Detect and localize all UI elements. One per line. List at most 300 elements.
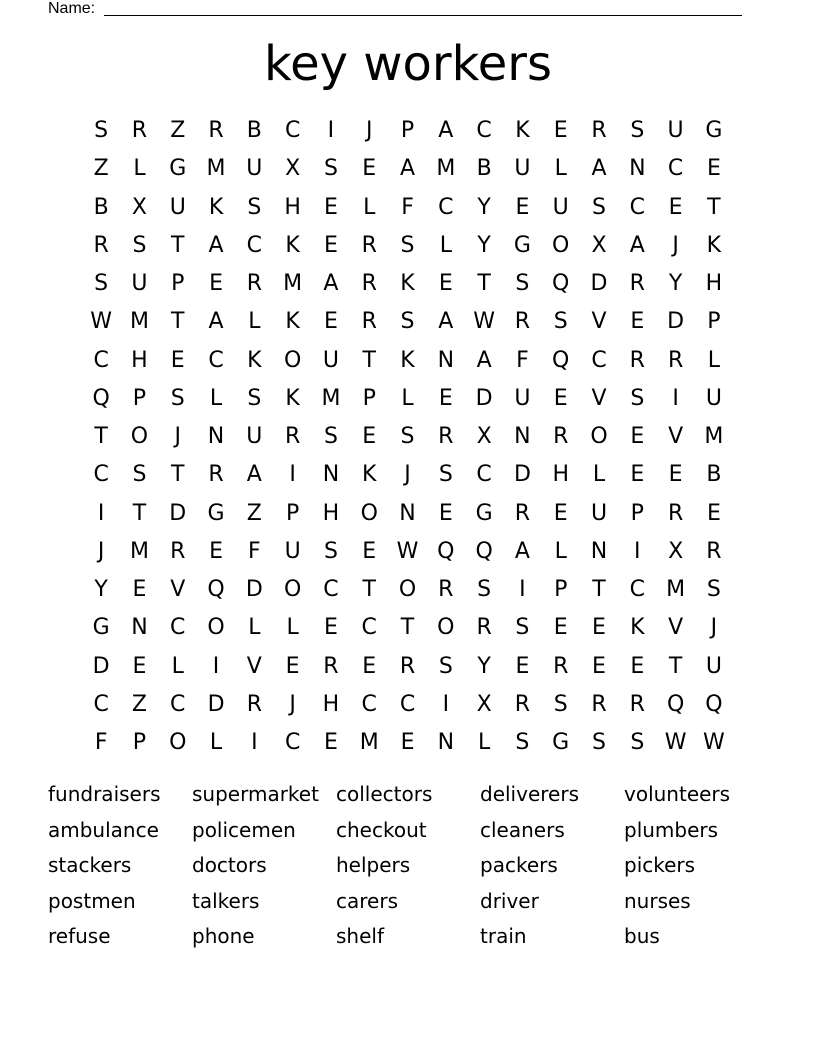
grid-cell[interactable]: R	[629, 691, 645, 717]
grid-cell[interactable]: R	[553, 424, 569, 449]
grid-cell[interactable]: E	[668, 462, 683, 488]
grid-cell[interactable]: N	[131, 615, 148, 641]
grid-cell[interactable]: U	[284, 538, 301, 564]
grid-cell[interactable]: M	[283, 271, 303, 296]
grid-cell[interactable]: N	[590, 538, 608, 564]
grid-cell[interactable]: B	[246, 118, 262, 143]
grid-cell[interactable]: Y	[668, 271, 683, 296]
grid-cell[interactable]: M	[206, 156, 226, 182]
grid-cell[interactable]: W	[473, 309, 495, 335]
grid-cell[interactable]: D	[667, 309, 685, 335]
grid-cell[interactable]: E	[515, 194, 530, 220]
grid-cell[interactable]: R	[438, 577, 454, 602]
grid-cell[interactable]: I	[442, 691, 450, 717]
grid-cell[interactable]: T	[132, 500, 147, 526]
grid-cell[interactable]: L	[209, 730, 223, 755]
word-list-item: fundraisers	[48, 782, 161, 806]
grid-cell[interactable]: S	[515, 730, 530, 755]
grid-cell[interactable]: N	[437, 730, 455, 755]
grid-cell[interactable]: B	[476, 156, 492, 182]
grid-cell[interactable]: D	[475, 385, 493, 411]
grid-cell[interactable]: K	[706, 232, 722, 258]
grid-cell[interactable]: N	[322, 462, 340, 488]
grid-cell[interactable]: W	[703, 730, 725, 755]
grid-cell[interactable]: V	[668, 615, 684, 641]
grid-cell[interactable]: P	[400, 118, 415, 143]
grid-cell[interactable]: S	[94, 271, 109, 296]
grid-cell[interactable]: C	[246, 232, 263, 258]
grid-cell[interactable]: C	[284, 730, 301, 755]
grid-cell[interactable]: E	[515, 653, 530, 679]
grid-cell[interactable]: H	[552, 462, 569, 488]
grid-cell[interactable]: F	[401, 194, 414, 220]
grid-cell[interactable]: Y	[94, 577, 108, 602]
grid-cell[interactable]: A	[514, 538, 530, 564]
grid-cell[interactable]: H	[705, 271, 723, 296]
grid-cell[interactable]: G	[705, 118, 723, 143]
grid-cell[interactable]: S	[94, 118, 109, 143]
grid-cell[interactable]: S	[553, 691, 568, 717]
grid-cell[interactable]: I	[519, 577, 526, 602]
word-list-item: driver	[480, 888, 539, 913]
grid-cell[interactable]: P	[132, 385, 147, 411]
grid-cell[interactable]: H	[322, 691, 340, 717]
grid-cell[interactable]: R	[514, 309, 531, 335]
grid-cell[interactable]: C	[170, 615, 186, 641]
grid-cell[interactable]: S	[132, 462, 147, 488]
grid-cell[interactable]: I	[251, 730, 258, 755]
grid-cell[interactable]: P	[285, 500, 300, 526]
grid-cell[interactable]: A	[208, 309, 224, 335]
grid-cell[interactable]: I	[634, 538, 641, 564]
grid-cell[interactable]: E	[285, 653, 300, 679]
grid-cell[interactable]: R	[667, 500, 684, 526]
grid-cell[interactable]: S	[592, 730, 606, 755]
grid-cell[interactable]: R	[591, 691, 607, 717]
grid-cell[interactable]: R	[208, 462, 224, 488]
grid-cell[interactable]: E	[553, 500, 568, 526]
grid-cell[interactable]: L	[707, 347, 721, 373]
grid-cell[interactable]: E	[592, 615, 606, 641]
grid-cell[interactable]: O	[283, 347, 302, 373]
grid-cell[interactable]: K	[208, 194, 224, 220]
grid-cell[interactable]: O	[552, 232, 570, 258]
grid-cell[interactable]: C	[438, 194, 454, 220]
grid-cell[interactable]: R	[208, 118, 224, 143]
grid-cell[interactable]: H	[131, 347, 148, 373]
grid-cell[interactable]: U	[322, 347, 339, 373]
grid-cell[interactable]: L	[554, 538, 567, 564]
grid-cell[interactable]: Y	[477, 232, 491, 258]
grid-cell[interactable]: S	[170, 385, 185, 411]
grid-cell[interactable]: U	[246, 156, 263, 182]
grid-cell[interactable]: K	[247, 347, 262, 373]
grid-cell[interactable]: X	[131, 194, 147, 220]
grid-cell[interactable]: D	[92, 653, 110, 679]
grid-cell[interactable]: Q	[552, 347, 570, 373]
grid-cell[interactable]: H	[284, 194, 301, 220]
grid-cell[interactable]: T	[707, 194, 721, 220]
grid-cell[interactable]: M	[129, 538, 149, 564]
grid-cell[interactable]: D	[207, 691, 225, 717]
grid-cell[interactable]: W	[90, 309, 113, 335]
grid-cell[interactable]: U	[705, 385, 722, 411]
grid-cell[interactable]: C	[361, 691, 377, 717]
grid-cell[interactable]: C	[667, 156, 684, 182]
grid-cell[interactable]: T	[171, 309, 185, 335]
grid-cell[interactable]: S	[323, 424, 338, 449]
grid-cell[interactable]: T	[592, 577, 606, 602]
name-underline	[104, 15, 742, 16]
grid-cell[interactable]: L	[171, 653, 184, 679]
grid-cell[interactable]: Z	[131, 691, 147, 717]
grid-cell[interactable]: C	[323, 577, 339, 602]
grid-cell[interactable]: E	[553, 118, 568, 143]
grid-cell[interactable]: A	[629, 232, 645, 258]
grid-cell[interactable]: E	[209, 271, 223, 296]
grid-cell[interactable]: C	[629, 194, 645, 220]
grid-cell[interactable]: L	[248, 615, 261, 641]
grid-cell[interactable]: Q	[705, 691, 723, 717]
grid-cell[interactable]: M	[436, 156, 456, 182]
grid-cell[interactable]: S	[553, 309, 568, 335]
grid-cell[interactable]: V	[591, 309, 607, 335]
grid-cell[interactable]: U	[590, 500, 608, 526]
grid-cell[interactable]: P	[554, 577, 568, 602]
grid-cell[interactable]: K	[285, 232, 300, 258]
grid-cell[interactable]: J	[97, 538, 105, 564]
grid-cell[interactable]: J	[672, 232, 679, 258]
grid-cell[interactable]: X	[285, 156, 301, 182]
grid-cell[interactable]: V	[591, 385, 607, 411]
grid-cell[interactable]: R	[667, 347, 684, 373]
grid-cell[interactable]: E	[362, 653, 377, 679]
grid-cell[interactable]: W	[664, 730, 687, 755]
grid-cell[interactable]: T	[477, 271, 491, 296]
word-list-item: deliverers	[480, 782, 579, 806]
grid-cell[interactable]: Z	[93, 156, 109, 182]
grid-cell[interactable]: K	[630, 615, 645, 641]
grid-cell[interactable]: R	[246, 691, 262, 717]
grid-cell[interactable]: R	[131, 118, 148, 143]
grid-cell[interactable]: Z	[170, 118, 186, 143]
grid-cell[interactable]: S	[706, 577, 721, 602]
grid-cell[interactable]: R	[514, 691, 531, 717]
grid-cell[interactable]: F	[516, 347, 529, 373]
grid-cell[interactable]: M	[129, 309, 149, 335]
grid-cell[interactable]: C	[476, 118, 492, 143]
grid-cell[interactable]: P	[171, 271, 185, 296]
grid-cell[interactable]: C	[93, 462, 109, 488]
grid-cell[interactable]: T	[94, 424, 108, 449]
grid-cell[interactable]: S	[592, 194, 606, 220]
grid-cell[interactable]: E	[132, 653, 147, 679]
grid-cell[interactable]: A	[399, 156, 416, 182]
grid-cell[interactable]: O	[360, 500, 378, 526]
grid-cell[interactable]: X	[476, 424, 492, 449]
grid-cell[interactable]: Q	[666, 691, 685, 717]
grid-cell[interactable]: C	[476, 462, 492, 488]
grid-cell[interactable]: T	[400, 615, 415, 641]
grid-cell[interactable]: R	[246, 271, 262, 296]
grid-cell[interactable]: R	[284, 424, 301, 449]
grid-cell[interactable]: S	[132, 232, 147, 258]
grid-cell[interactable]: R	[629, 347, 645, 373]
grid-cell[interactable]: Y	[477, 194, 491, 220]
grid-cell[interactable]: R	[706, 538, 722, 564]
grid-cell[interactable]: K	[285, 385, 300, 411]
grid-cell[interactable]: M	[704, 424, 724, 449]
grid-cell[interactable]: O	[398, 577, 417, 602]
grid-cell[interactable]: B	[706, 462, 722, 488]
grid-cell[interactable]: K	[400, 271, 415, 296]
grid-cell[interactable]: S	[400, 232, 415, 258]
grid-cell[interactable]: R	[361, 271, 377, 296]
grid-cell[interactable]: L	[401, 385, 414, 411]
grid-cell[interactable]: T	[362, 577, 376, 602]
grid-cell[interactable]: R	[591, 118, 607, 143]
grid-cell[interactable]: C	[208, 347, 224, 373]
grid-cell[interactable]: S	[400, 309, 415, 335]
grid-cell[interactable]: X	[591, 232, 607, 258]
grid-cell[interactable]: A	[591, 156, 607, 182]
grid-cell[interactable]: C	[361, 615, 377, 641]
grid-cell[interactable]: T	[171, 462, 185, 488]
word-list-item: carers	[336, 888, 398, 913]
grid-cell[interactable]: V	[668, 424, 684, 449]
grid-cell[interactable]: V	[246, 653, 262, 679]
word-list-item: collectors	[336, 782, 433, 806]
grid-cell[interactable]: E	[630, 462, 645, 488]
grid-cell[interactable]: R	[170, 538, 186, 564]
grid-cell[interactable]: S	[247, 385, 262, 411]
word-list-item: plumbers	[624, 817, 719, 842]
grid-cell[interactable]: E	[438, 271, 453, 296]
grid-cell[interactable]: I	[289, 462, 296, 488]
grid-cell[interactable]: E	[630, 309, 645, 335]
grid-cell[interactable]: K	[362, 462, 377, 488]
grid-cell[interactable]: S	[515, 271, 530, 296]
grid-cell[interactable]: L	[592, 462, 606, 488]
grid-cell[interactable]: E	[592, 653, 606, 679]
grid-cell[interactable]: P	[362, 385, 376, 411]
grid-cell[interactable]: E	[630, 653, 645, 679]
grid-cell[interactable]: J	[289, 691, 296, 717]
word-list-item: helpers	[336, 853, 411, 878]
grid-cell[interactable]: A	[323, 271, 339, 296]
grid-cell[interactable]: S	[323, 156, 338, 182]
grid-cell[interactable]: O	[437, 615, 455, 641]
grid-cell[interactable]: N	[207, 424, 225, 449]
grid-cell[interactable]: H	[322, 500, 340, 526]
grid-cell[interactable]: U	[246, 424, 263, 449]
grid-cell[interactable]: L	[363, 194, 376, 220]
grid-cell[interactable]: R	[93, 232, 109, 258]
grid-cell[interactable]: V	[170, 577, 186, 602]
grid-cell[interactable]: O	[169, 730, 187, 755]
grid-cell[interactable]: Q	[552, 271, 570, 296]
grid-cell[interactable]: E	[630, 424, 645, 449]
grid-cell[interactable]: E	[132, 577, 147, 602]
grid-cell[interactable]: A	[476, 347, 492, 373]
grid-cell[interactable]: G	[207, 500, 225, 526]
grid-cell[interactable]: M	[321, 385, 341, 411]
grid-cell[interactable]: F	[248, 538, 261, 564]
grid-cell[interactable]: G	[169, 156, 187, 182]
grid-cell[interactable]: E	[668, 194, 683, 220]
grid-cell[interactable]: D	[513, 462, 531, 488]
grid-cell[interactable]: X	[668, 538, 684, 564]
grid-cell[interactable]: E	[362, 538, 377, 564]
grid-cell[interactable]: G	[552, 730, 570, 755]
grid-cell[interactable]: S	[400, 424, 415, 449]
grid-cell[interactable]: E	[362, 156, 377, 182]
grid-cell[interactable]: C	[93, 691, 109, 717]
grid-cell[interactable]: R	[399, 653, 416, 679]
word-list-item: stackers	[48, 853, 132, 878]
grid-cell[interactable]: I	[97, 500, 105, 526]
grid-cell[interactable]: C	[399, 691, 416, 717]
grid-cell[interactable]: S	[438, 462, 453, 488]
grid-cell[interactable]: U	[514, 385, 531, 411]
grid-cell[interactable]: E	[438, 500, 453, 526]
grid-cell[interactable]: E	[400, 730, 415, 755]
grid-cell[interactable]: K	[285, 309, 300, 335]
grid-cell[interactable]: O	[207, 615, 225, 641]
grid-cell[interactable]: O	[130, 424, 149, 449]
grid-cell[interactable]: E	[323, 615, 338, 641]
grid-cell[interactable]: L	[248, 309, 261, 335]
grid-cell[interactable]: O	[590, 424, 608, 449]
grid-cell[interactable]: Q	[475, 538, 493, 564]
grid-cell[interactable]: E	[553, 385, 568, 411]
grid-cell[interactable]: C	[170, 691, 186, 717]
grid-cell[interactable]: Q	[437, 538, 455, 564]
grid-cell[interactable]: U	[169, 194, 186, 220]
grid-cell[interactable]: N	[437, 347, 455, 373]
grid-cell[interactable]: G	[92, 615, 110, 641]
grid-cell[interactable]: E	[170, 347, 185, 373]
grid-cell[interactable]: J	[365, 118, 373, 143]
grid-cell[interactable]: I	[212, 653, 220, 679]
grid-cell[interactable]: U	[705, 653, 722, 679]
grid-cell[interactable]: Y	[477, 653, 491, 679]
grid-cell[interactable]: D	[169, 500, 187, 526]
grid-cell[interactable]: S	[630, 730, 645, 755]
grid-cell[interactable]: L	[209, 385, 223, 411]
letter-grid	[82, 112, 733, 762]
grid-cell[interactable]: U	[514, 156, 531, 182]
grid-cell[interactable]: D	[245, 577, 263, 602]
grid-cell[interactable]: J	[174, 424, 181, 449]
grid-cell[interactable]: P	[630, 500, 644, 526]
grid-cell[interactable]: R	[476, 615, 492, 641]
grid-cell[interactable]: U	[131, 271, 148, 296]
grid-cell[interactable]: J	[404, 462, 411, 488]
grid-cell[interactable]: N	[399, 500, 416, 526]
grid-cell[interactable]: U	[667, 118, 684, 143]
grid-cell[interactable]: C	[629, 577, 645, 602]
grid-cell[interactable]: E	[362, 424, 377, 449]
grid-cell[interactable]: C	[591, 347, 607, 373]
grid-cell[interactable]: P	[707, 309, 721, 335]
grid-cell[interactable]: I	[327, 118, 335, 143]
grid-cell[interactable]: L	[439, 232, 452, 258]
grid-cell[interactable]: S	[438, 653, 453, 679]
grid-cell[interactable]: L	[286, 615, 299, 641]
grid-cell[interactable]: L	[554, 156, 567, 182]
grid-cell[interactable]: E	[323, 730, 338, 755]
grid-cell[interactable]: E	[553, 615, 568, 641]
grid-cell[interactable]: E	[706, 156, 721, 182]
grid-cell[interactable]: X	[476, 691, 492, 717]
grid-cell[interactable]: J	[710, 615, 718, 641]
grid-cell[interactable]: E	[209, 538, 223, 564]
grid-cell[interactable]: U	[552, 194, 569, 220]
grid-cell[interactable]: I	[672, 385, 679, 411]
grid-cell[interactable]: T	[668, 653, 683, 679]
grid-cell[interactable]: C	[93, 347, 109, 373]
grid-cell[interactable]: K	[400, 347, 415, 373]
grid-cell[interactable]: L	[133, 156, 146, 182]
word-list-item: supermarket	[192, 782, 319, 806]
grid-cell[interactable]: E	[706, 500, 721, 526]
grid-cell[interactable]: O	[283, 577, 302, 602]
grid-cell[interactable]: R	[553, 653, 569, 679]
grid-cell[interactable]: S	[477, 577, 492, 602]
grid-cell[interactable]: R	[323, 653, 339, 679]
grid-cell[interactable]: F	[94, 730, 108, 755]
grid-cell[interactable]: W	[396, 538, 419, 564]
grid-cell[interactable]: A	[246, 462, 262, 488]
grid-cell[interactable]: M	[359, 730, 379, 755]
grid-cell[interactable]: T	[362, 347, 376, 373]
grid-cell[interactable]: A	[438, 309, 454, 335]
grid-cell[interactable]: Q	[207, 577, 225, 602]
grid-cell[interactable]: M	[666, 577, 686, 602]
grid-cell[interactable]: S	[323, 538, 338, 564]
grid-cell[interactable]: K	[515, 118, 530, 143]
grid-cell[interactable]: R	[361, 232, 377, 258]
grid-cell[interactable]: B	[93, 194, 109, 220]
grid-cell[interactable]: R	[361, 309, 377, 335]
grid-cell[interactable]: Z	[246, 500, 262, 526]
grid-cell[interactable]: A	[208, 232, 224, 258]
grid-cell[interactable]: T	[171, 232, 185, 258]
grid-cell[interactable]: C	[284, 118, 301, 143]
grid-cell[interactable]: E	[438, 385, 453, 411]
grid-cell[interactable]: S	[630, 385, 645, 411]
grid-cell[interactable]: S	[247, 194, 262, 220]
grid-cell[interactable]: N	[514, 424, 531, 449]
grid-cell[interactable]: R	[629, 271, 645, 296]
grid-cell[interactable]: Q	[92, 385, 110, 411]
grid-cell[interactable]: S	[515, 615, 530, 641]
grid-cell[interactable]: R	[438, 424, 454, 449]
grid-cell[interactable]: R	[514, 500, 531, 526]
grid-cell[interactable]: E	[323, 309, 338, 335]
grid-cell[interactable]: E	[323, 194, 338, 220]
grid-cell[interactable]: P	[132, 730, 147, 755]
grid-cell[interactable]: S	[630, 118, 645, 143]
grid-cell[interactable]: D	[590, 271, 608, 296]
grid-cell[interactable]: N	[629, 156, 646, 182]
grid-cell[interactable]: A	[438, 118, 454, 143]
grid-cell[interactable]: L	[477, 730, 491, 755]
grid-cell[interactable]: G	[475, 500, 493, 526]
grid-cell[interactable]: E	[323, 232, 338, 258]
grid-cell[interactable]: G	[513, 232, 531, 258]
